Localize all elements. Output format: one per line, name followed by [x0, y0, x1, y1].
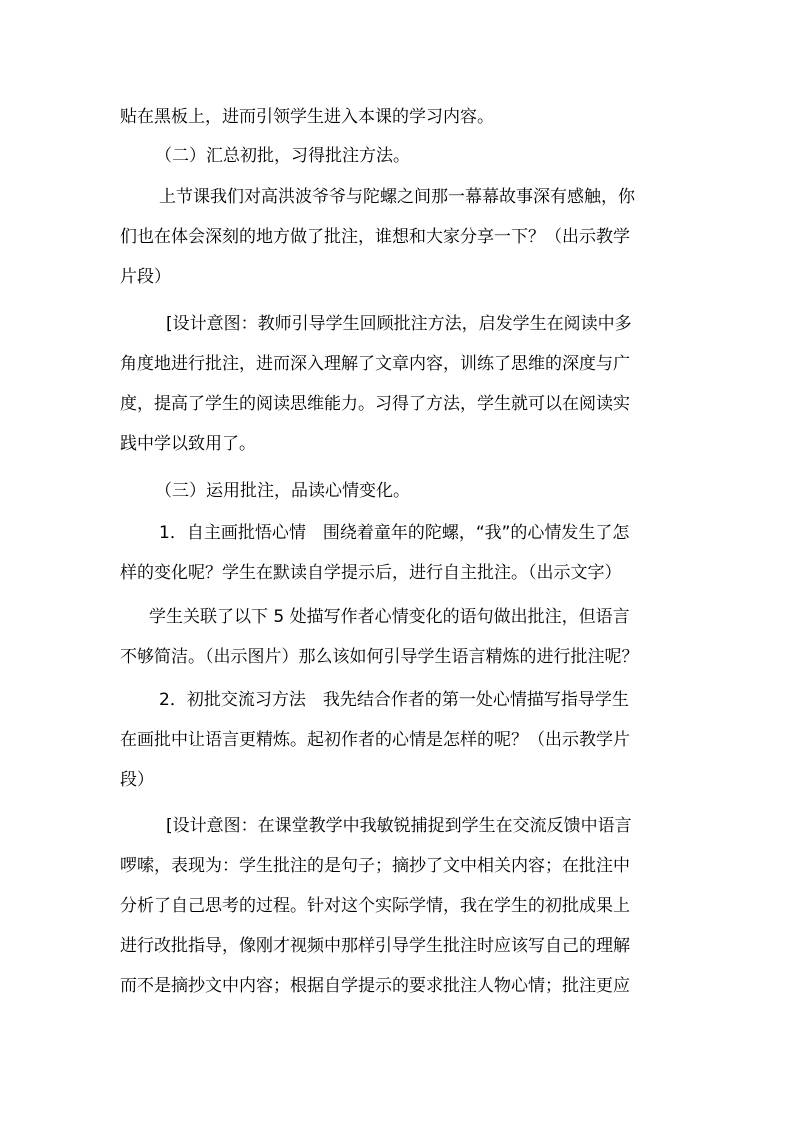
text-line: 贴在黑板上，进而引领学生进入本课的学习内容。 [120, 107, 494, 127]
design-intent-1 [120, 304, 680, 464]
text-line: 片段） [120, 267, 171, 287]
text-line: 上节课我们对高洪波爷爷与陀螺之间那一幕幕故事深有感触，你 [159, 187, 635, 207]
text-line: 样的变化呢？学生在默读自学提示后，进行自主批注。（出示文字） [120, 563, 622, 583]
text-line: 啰嗦，表现为：学生批注的是句子；摘抄了文中相关内容；在批注中 [120, 856, 630, 876]
text-line: （二）汇总初批，习得批注方法。 [155, 146, 410, 166]
text-line: 们也在体会深刻的地方做了批注，谁想和大家分享一下？（出示教学 [120, 227, 630, 247]
text-line: 进行改批指导，像刚才视频中那样引导学生批注时应该写自己的理解 [120, 936, 630, 956]
heading-section-2 [155, 136, 715, 176]
text-line: [设计意图：教师引导学生回顾批注方法，启发学生在阅读中多 [166, 314, 632, 334]
text-line: 段） [120, 770, 154, 790]
text-line: 角度地进行批注，进而深入理解了文章内容，训练了思维的深度与广 [120, 354, 630, 374]
text-line: 1．自主画批悟心情 围绕着童年的陀螺，“我”的心情发生了怎 [159, 523, 630, 543]
text-line: [设计意图：在课堂教学中我敏锐捕捉到学生在交流反馈中语言 [166, 816, 632, 836]
paragraph-review-question [120, 177, 680, 297]
paragraph-step-2 [120, 680, 680, 800]
text-line: 分析了自己思考的过程。针对这个实际学情，我在学生的初批成果上 [120, 896, 630, 916]
text-line: （三）运用批注，品读心情变化。 [155, 481, 410, 501]
paragraph-student-notes [120, 597, 680, 677]
design-intent-2 [120, 806, 680, 1006]
text-line: 践中学以致用了。 [120, 434, 256, 454]
paragraph-step-1 [120, 513, 680, 593]
heading-section-3 [155, 471, 715, 511]
text-line: 而不是摘抄文中内容；根据自学提示的要求批注人物心情；批注更应 [120, 976, 630, 996]
text-line: 2．初批交流习方法 我先结合作者的第一处心情描写指导学生 [159, 690, 629, 710]
text-line: 度，提高了学生的阅读思维能力。习得了方法，学生就可以在阅读实 [120, 394, 630, 414]
text-line: 学生关联了以下 5 处描写作者心情变化的语句做出批注，但语言 [149, 607, 630, 627]
text-line: 在画批中让语言更精炼。起初作者的心情是怎样的呢？（出示教学片 [120, 730, 630, 750]
text-line: 不够简洁。（出示图片）那么该如何引导学生语言精炼的进行批注呢？ [120, 647, 639, 667]
paragraph-intro-end [120, 97, 680, 137]
